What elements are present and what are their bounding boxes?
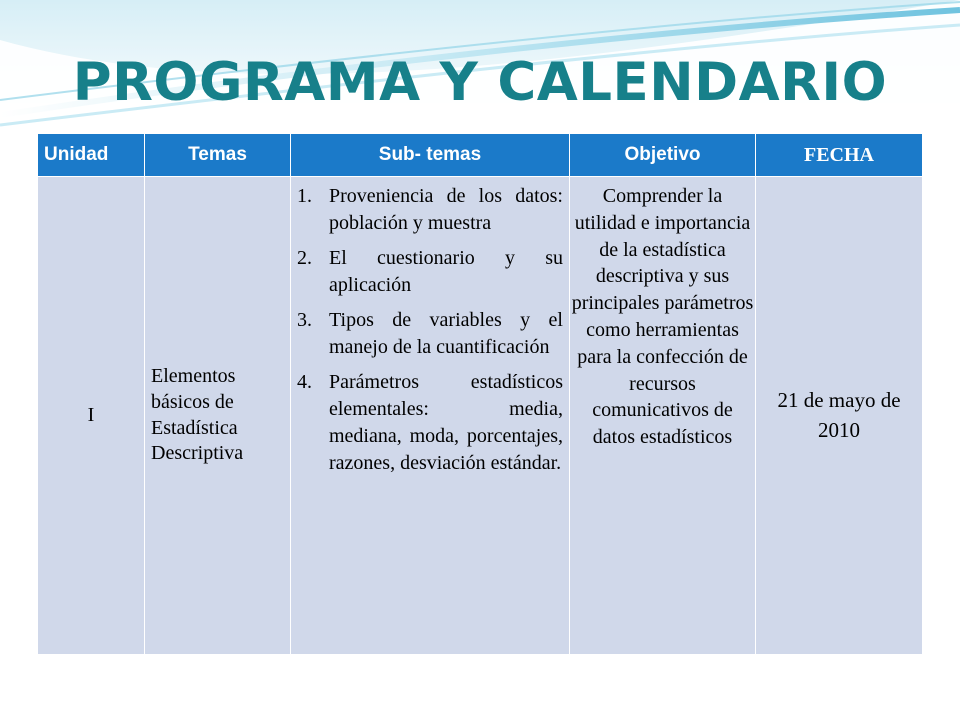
header-subtemas: Sub- temas — [291, 134, 570, 177]
program-table — [37, 133, 923, 655]
list-number: 1. — [297, 185, 312, 207]
cell-unidad: I — [38, 177, 145, 655]
list-item — [291, 307, 563, 361]
header-fecha: FECHA — [756, 134, 923, 177]
list-item — [291, 245, 563, 299]
table-row — [38, 177, 923, 655]
list-item — [291, 183, 563, 237]
header-temas: Temas — [145, 134, 291, 177]
header-unidad: Unidad — [38, 134, 145, 177]
table-header-row — [38, 134, 923, 177]
list-item-text: Tipos de variables y el manejo de la cuantificación — [329, 309, 563, 358]
list-number: 4. — [297, 371, 312, 393]
cell-fecha: 21 de mayo de 2010 — [756, 177, 923, 655]
cell-subtemas — [291, 177, 570, 655]
list-item — [291, 369, 563, 477]
slide-title: PROGRAMA Y CALENDARIO — [72, 52, 888, 113]
list-item-text: Proveniencia de los datos: población y muestra — [329, 185, 563, 234]
cell-tema: Elementos básicos de Estadística Descriptiva — [145, 177, 291, 655]
header-objetivo: Objetivo — [570, 134, 756, 177]
subtopic-list — [291, 183, 563, 477]
list-number: 2. — [297, 247, 312, 269]
list-item-text: El cuestionario y su aplicación — [329, 247, 563, 296]
list-item-text: Parámetros estadísticos elementales: media, mediana, moda, porcentajes, razones, desviación estándar. — [329, 371, 563, 474]
cell-objetivo: Comprender la utilidad e importancia de la estadística descriptiva y sus principales parámetros como herramientas para la confección de recursos comunicativos de datos estadísticos — [570, 177, 756, 655]
list-number: 3. — [297, 309, 312, 331]
